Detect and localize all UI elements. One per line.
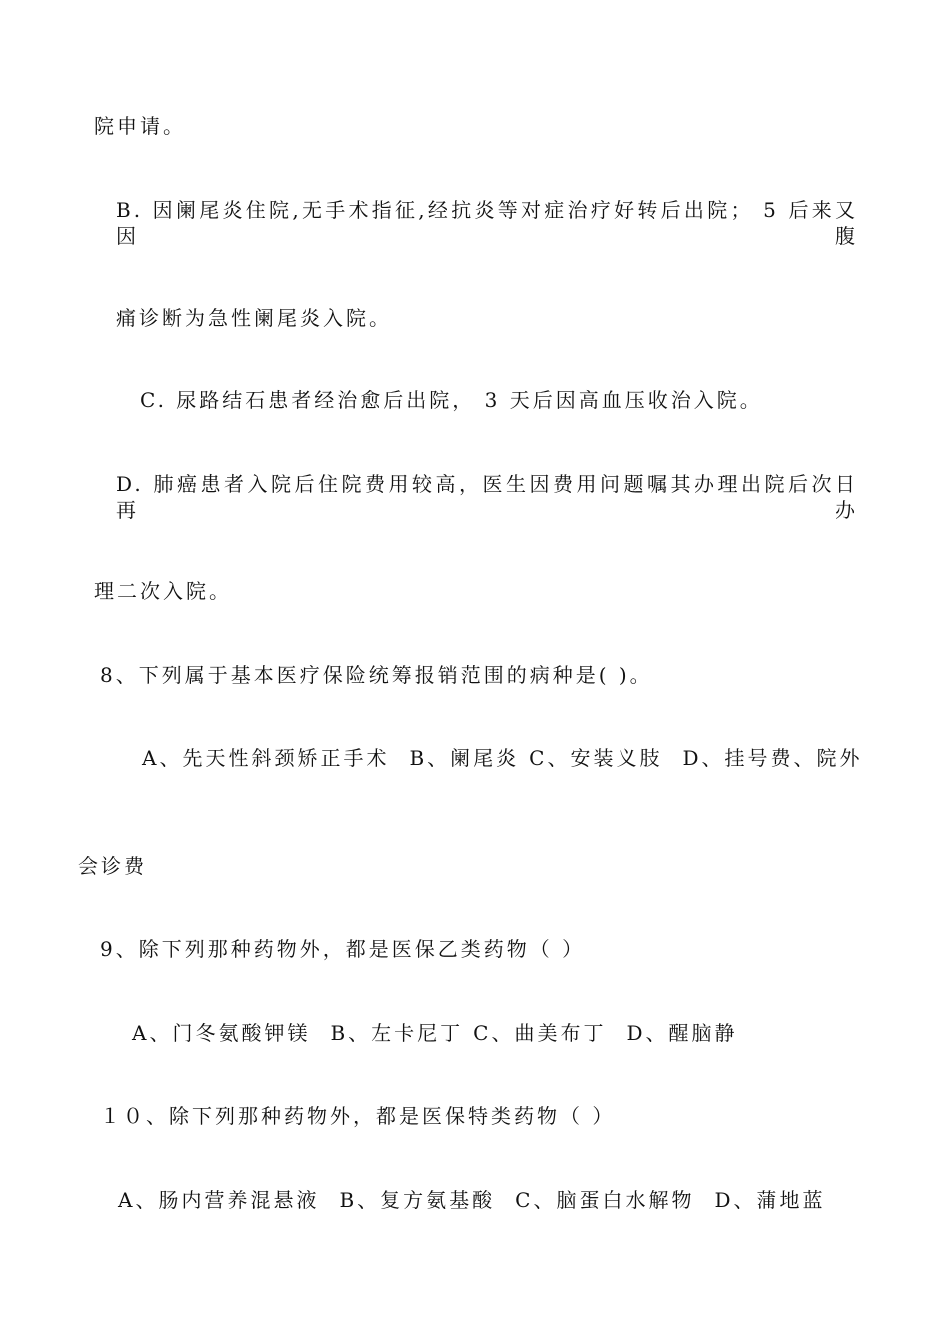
option-b-line-2: 痛诊断为急性阑尾炎入院。 xyxy=(116,306,392,330)
option-b-line-1: B. 因阑尾炎住院,无手术指征,经抗炎等对症治疗好转后出院； 5 后来又因腹 xyxy=(116,198,858,248)
question-8-option-c: C、安装义肢 xyxy=(529,746,663,770)
question-10-option-a: A、肠内营养混悬液 xyxy=(118,1188,320,1212)
question-9-stem: 9、除下列那种药物外，都是医保乙类药物（ ） xyxy=(100,937,586,961)
question-8-option-b: B、阑尾炎 xyxy=(409,746,520,770)
question-9-option-b: B、左卡尼丁 xyxy=(330,1021,464,1045)
question-10-option-c: C、脑蛋白水解物 xyxy=(515,1188,695,1212)
question-9-option-d: D、醒脑静 xyxy=(626,1021,738,1045)
question-10-stem: １０、除下列那种药物外，都是医保特类药物（ ） xyxy=(100,1104,616,1128)
question-8-option-a: A、先天性斜颈矫正手术 xyxy=(142,746,390,770)
question-8-options xyxy=(142,745,863,771)
question-10-option-b: B、复方氨基酸 xyxy=(339,1188,496,1212)
question-9-option-c: C、曲美布丁 xyxy=(473,1021,607,1045)
question-8-stem: 8、下列属于基本医疗保险统筹报销范围的病种是( )。 xyxy=(100,663,653,687)
option-d-line-1: D. 肺癌患者入院后住院费用较高，医生因费用问题嘱其办理出院后次日再办 xyxy=(116,472,858,522)
question-10-option-d: D、蒲地蓝 xyxy=(714,1188,826,1212)
text-line-1: 院申请。 xyxy=(94,114,186,138)
question-8-continuation: 会诊费 xyxy=(78,854,147,878)
question-9-options xyxy=(132,1020,738,1046)
option-c-line: C. 尿路结石患者经治愈后出院， 3 天后因高血压收治入院。 xyxy=(140,388,763,412)
question-10-options xyxy=(118,1187,826,1213)
question-9-option-a: A、门冬氨酸钾镁 xyxy=(132,1021,311,1045)
option-d-line-2: 理二次入院。 xyxy=(94,579,232,603)
question-8-option-d: D、挂号费、院外 xyxy=(682,746,863,770)
